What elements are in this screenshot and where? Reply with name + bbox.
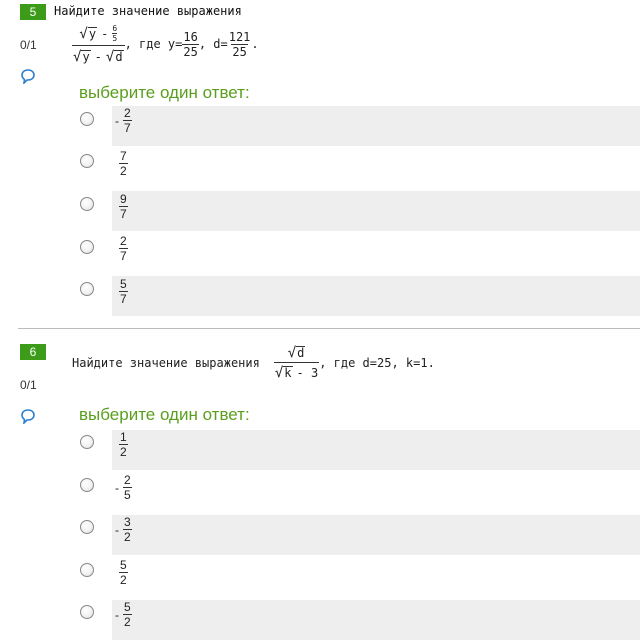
comment-icon[interactable] [20, 408, 36, 424]
question-divider [18, 328, 640, 329]
question-expression [72, 24, 259, 64]
answer-option[interactable]: - $\frac{2}{5}$ [115, 473, 131, 502]
main-fraction: √ d √ k - 3 [274, 345, 319, 381]
answer-option[interactable]: $\frac{5}{7}$ [120, 277, 127, 306]
answer-option[interactable]: - $\frac{5}{2}$ [115, 600, 131, 629]
question-prompt: Найдите значение выражения [72, 356, 260, 370]
answer-row [112, 557, 640, 597]
minus-sign: - [101, 26, 109, 41]
answer-option[interactable]: - $\frac{3}{2}$ [115, 515, 131, 544]
answer-radio[interactable] [80, 605, 94, 619]
answer-radio[interactable] [80, 197, 94, 211]
expr-text: , d= [198, 37, 228, 51]
answer-option[interactable]: $\frac{5}{2}$ [120, 558, 127, 587]
main-fraction [72, 24, 125, 64]
choose-one-label: выберите один ответ: [79, 405, 250, 424]
answer-row [112, 430, 640, 470]
question-number-badge: 5 [20, 4, 46, 20]
sqrt-y: √ y [79, 25, 97, 42]
answer-row [112, 191, 640, 231]
answer-option[interactable]: $\frac{9}{7}$ [120, 192, 127, 221]
expr-text: . [251, 37, 259, 51]
question-number-badge: 6 [20, 344, 46, 360]
answer-row [112, 515, 640, 555]
answer-option[interactable]: $\frac{2}{7}$ [120, 234, 127, 263]
answer-radio[interactable] [80, 520, 94, 534]
answer-radio[interactable] [80, 240, 94, 254]
minus-sign: - [94, 50, 102, 64]
answer-row [112, 600, 640, 640]
sqrt-d: √ d [287, 345, 305, 361]
question-prompt: Найдите значение выражения [54, 4, 242, 18]
answer-radio[interactable] [80, 563, 94, 577]
answer-option[interactable]: $\frac{1}{2}$ [120, 430, 127, 459]
expr-text: , где d=25, k=1. [319, 356, 435, 370]
answer-radio[interactable] [80, 282, 94, 296]
answer-radio[interactable] [80, 478, 94, 492]
comment-icon[interactable] [20, 68, 36, 84]
answer-option[interactable]: $\frac{7}{2}$ [120, 149, 127, 178]
answer-row [112, 472, 640, 512]
question-expression [72, 346, 435, 380]
answer-radio[interactable] [80, 112, 94, 126]
question-score: 0/1 [20, 38, 37, 52]
answer-row [112, 148, 640, 188]
sqrt-k: √ k [274, 365, 292, 381]
y-value-fraction: $\frac{16}{25}$ [183, 29, 198, 59]
answer-radio[interactable] [80, 435, 94, 449]
answer-radio[interactable] [80, 154, 94, 168]
answer-row [112, 106, 640, 146]
sqrt-y: √ y [73, 49, 90, 65]
answer-row [112, 234, 640, 274]
sqrt-d: √ d [105, 49, 123, 65]
small-fraction: $\frac{6}{5}$ [112, 24, 118, 43]
d-value-fraction: $\frac{121}{25}$ [228, 29, 251, 59]
answer-row [112, 276, 640, 316]
choose-one-label: выберите один ответ: [79, 83, 250, 102]
expr-text: , где y= [124, 37, 183, 51]
question-score: 0/1 [20, 378, 37, 392]
answer-option[interactable]: - $\frac{2}{7}$ [115, 106, 131, 135]
